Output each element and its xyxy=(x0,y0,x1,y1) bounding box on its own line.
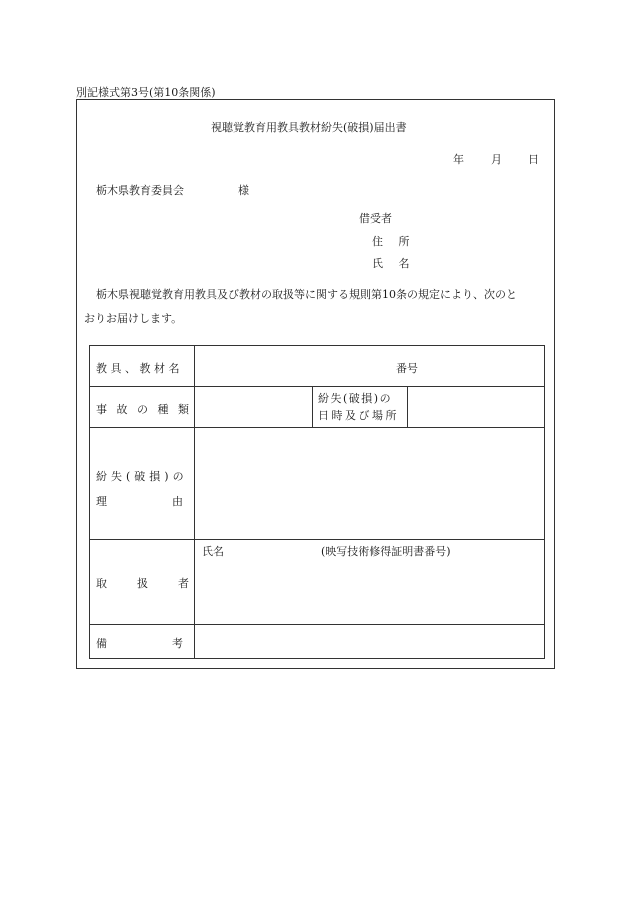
label-number: 番号 xyxy=(396,362,418,375)
label-loss-datetime-line2: 日時及び場所 xyxy=(318,409,399,422)
form-number: 別記様式第3号(第10条関係) xyxy=(76,86,216,99)
label-loss-reason-line2: 理由 xyxy=(96,495,248,508)
addressee-name: 栃木県教育委員会 xyxy=(96,184,184,197)
date-day: 日 xyxy=(528,153,539,166)
body-text-line1: 栃木県視聴覚教育用教具及び教材の取扱等に関する規則第10条の規定により、次のと xyxy=(96,288,517,301)
borrower-name-label: 氏 名 xyxy=(372,257,416,270)
label-loss-datetime-line1: 紛失(破損)の xyxy=(318,392,393,405)
body-text-line2: おりお届けします。 xyxy=(84,312,183,325)
table-row-divider xyxy=(89,386,545,387)
label-accident-type: 事故の種類 xyxy=(96,403,199,416)
borrower-address-label: 住 所 xyxy=(372,235,416,248)
table-row-divider xyxy=(89,427,545,428)
table-col-divider xyxy=(312,386,313,427)
label-handler: 取扱者 xyxy=(96,577,219,590)
date-year: 年 xyxy=(453,153,464,166)
table-row-divider xyxy=(89,624,545,625)
form-title: 視聴覚教育用教具教材紛失(破損)届出書 xyxy=(211,121,407,134)
addressee-honorific: 様 xyxy=(238,184,249,197)
borrower-label: 借受者 xyxy=(359,212,392,225)
table-col-divider xyxy=(407,386,408,427)
table-row-divider xyxy=(89,539,545,540)
label-equipment-name: 教具、教材名 xyxy=(96,362,183,375)
label-handler-name: 氏名 xyxy=(202,545,224,558)
date-month: 月 xyxy=(491,153,502,166)
label-certificate-number: (映写技術修得証明書番号) xyxy=(321,545,451,558)
label-loss-reason-line1: 紛失(破損)の xyxy=(96,470,188,483)
label-remarks: 備考 xyxy=(96,637,248,650)
